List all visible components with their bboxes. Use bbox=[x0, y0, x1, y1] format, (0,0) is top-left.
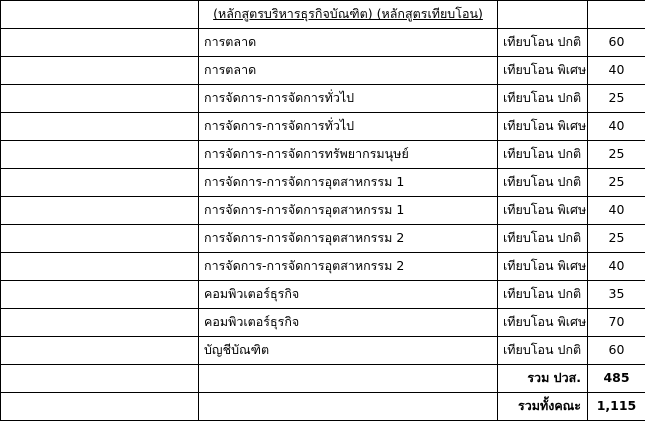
summary-row-total bbox=[1, 393, 645, 421]
summary-spacer-cell bbox=[199, 393, 498, 421]
table-header-row bbox=[1, 1, 645, 29]
row-marker-cell bbox=[1, 29, 199, 57]
header-cell-number bbox=[588, 1, 645, 29]
table-row bbox=[1, 57, 645, 85]
table-row bbox=[1, 337, 645, 365]
row-quota-number: 40 bbox=[588, 197, 645, 225]
summary-marker-cell bbox=[1, 393, 199, 421]
row-program-type: เทียบโอน พิเศษ bbox=[498, 113, 588, 141]
row-program-name: การจัดการ-การจัดการทั่วไป bbox=[199, 85, 498, 113]
table-row bbox=[1, 309, 645, 337]
row-marker-cell bbox=[1, 141, 199, 169]
table-row bbox=[1, 225, 645, 253]
row-program-name: คอมพิวเตอร์ธุรกิจ bbox=[199, 281, 498, 309]
table-row bbox=[1, 281, 645, 309]
row-program-type: เทียบโอน ปกติ bbox=[498, 141, 588, 169]
row-program-name: การตลาด bbox=[199, 57, 498, 85]
table-row bbox=[1, 141, 645, 169]
row-program-type: เทียบโอน ปกติ bbox=[498, 225, 588, 253]
row-program-name: การจัดการ-การจัดการอุตสาหกรรม 2 bbox=[199, 225, 498, 253]
row-quota-number: 70 bbox=[588, 309, 645, 337]
row-program-type: เทียบโอน ปกติ bbox=[498, 29, 588, 57]
table-row bbox=[1, 113, 645, 141]
row-program-name: บัญชีบัณฑิต bbox=[199, 337, 498, 365]
summary-spacer-cell bbox=[199, 365, 498, 393]
table-row bbox=[1, 29, 645, 57]
table-row bbox=[1, 85, 645, 113]
row-marker-cell bbox=[1, 57, 199, 85]
row-quota-number: 60 bbox=[588, 337, 645, 365]
row-quota-number: 35 bbox=[588, 281, 645, 309]
row-quota-number: 25 bbox=[588, 225, 645, 253]
row-quota-number: 40 bbox=[588, 253, 645, 281]
row-marker-cell bbox=[1, 337, 199, 365]
row-program-name: การจัดการ-การจัดการทั่วไป bbox=[199, 113, 498, 141]
row-quota-number: 25 bbox=[588, 141, 645, 169]
row-program-type: เทียบโอน ปกติ bbox=[498, 85, 588, 113]
table-body bbox=[1, 1, 645, 421]
row-quota-number: 40 bbox=[588, 113, 645, 141]
program-title: (หลักสูตรบริหารธุรกิจบัณฑิต) (หลักสูตรเทียบโอน) bbox=[199, 1, 498, 29]
row-marker-cell bbox=[1, 281, 199, 309]
row-quota-number: 40 bbox=[588, 57, 645, 85]
row-program-name: การจัดการ-การจัดการอุตสาหกรรม 1 bbox=[199, 197, 498, 225]
summary-row-subtotal bbox=[1, 365, 645, 393]
row-program-name: คอมพิวเตอร์ธุรกิจ bbox=[199, 309, 498, 337]
row-program-type: เทียบโอน พิเศษ bbox=[498, 197, 588, 225]
row-marker-cell bbox=[1, 253, 199, 281]
header-cell-type bbox=[498, 1, 588, 29]
row-marker-cell bbox=[1, 225, 199, 253]
summary-number: 485 bbox=[588, 365, 645, 393]
header-cell-blank bbox=[1, 1, 199, 29]
row-program-name: การตลาด bbox=[199, 29, 498, 57]
row-marker-cell bbox=[1, 113, 199, 141]
row-marker-cell bbox=[1, 309, 199, 337]
row-program-type: เทียบโอน พิเศษ bbox=[498, 253, 588, 281]
row-program-name: การจัดการ-การจัดการทรัพยากรมนุษย์ bbox=[199, 141, 498, 169]
table-row bbox=[1, 197, 645, 225]
row-marker-cell bbox=[1, 197, 199, 225]
row-program-name: การจัดการ-การจัดการอุตสาหกรรม 1 bbox=[199, 169, 498, 197]
row-program-type: เทียบโอน พิเศษ bbox=[498, 57, 588, 85]
row-program-type: เทียบโอน ปกติ bbox=[498, 169, 588, 197]
row-marker-cell bbox=[1, 169, 199, 197]
row-program-name: การจัดการ-การจัดการอุตสาหกรรม 2 bbox=[199, 253, 498, 281]
row-marker-cell bbox=[1, 85, 199, 113]
summary-label: รวม ปวส. bbox=[498, 365, 588, 393]
row-program-type: เทียบโอน ปกติ bbox=[498, 281, 588, 309]
row-quota-number: 60 bbox=[588, 29, 645, 57]
summary-number: 1,115 bbox=[588, 393, 645, 421]
row-program-type: เทียบโอน ปกติ bbox=[498, 337, 588, 365]
summary-label: รวมทั้งคณะ bbox=[498, 393, 588, 421]
table-row bbox=[1, 169, 645, 197]
table-row bbox=[1, 253, 645, 281]
row-program-type: เทียบโอน พิเศษ bbox=[498, 309, 588, 337]
row-quota-number: 25 bbox=[588, 85, 645, 113]
row-quota-number: 25 bbox=[588, 169, 645, 197]
summary-marker-cell bbox=[1, 365, 199, 393]
